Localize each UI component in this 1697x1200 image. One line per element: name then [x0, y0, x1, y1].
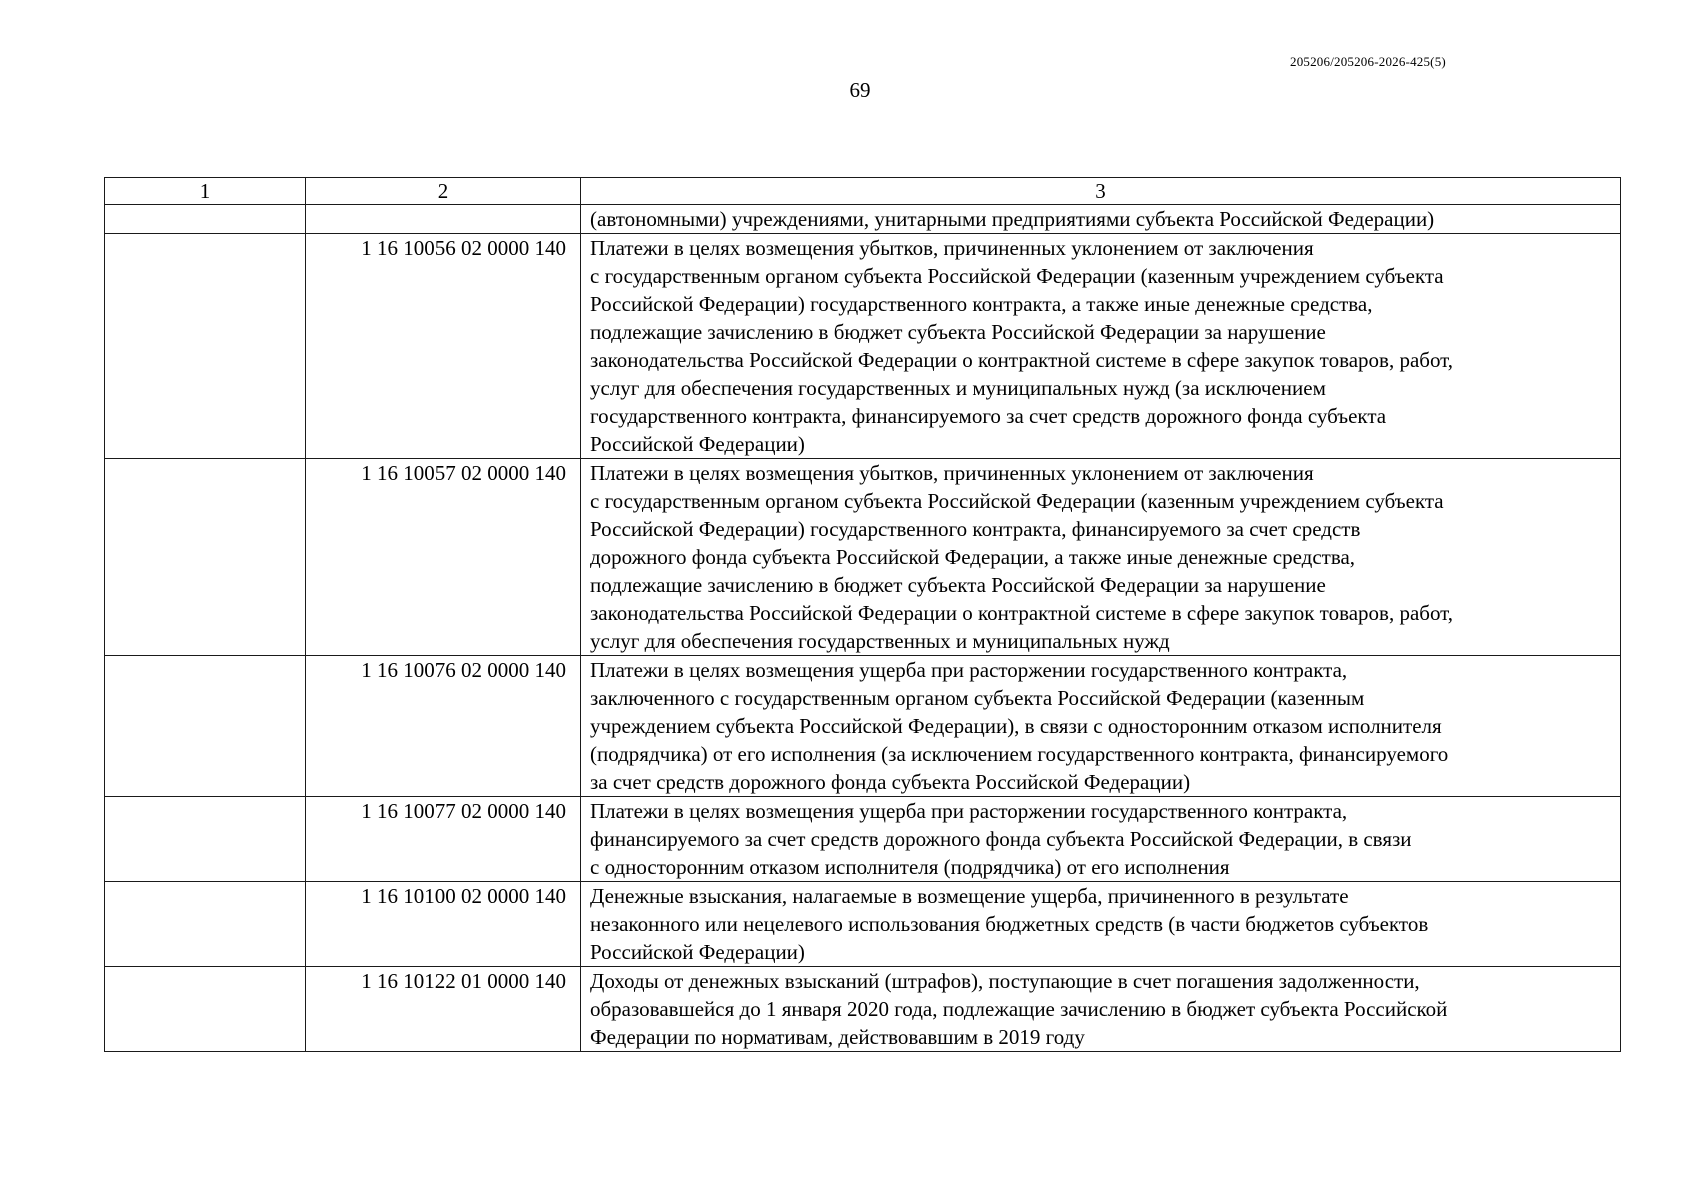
document-id: 205206/205206-2026-425(5) [1290, 54, 1446, 69]
table-row [105, 205, 1621, 234]
description-cell [581, 459, 1621, 656]
row-col1-cell [105, 234, 306, 459]
row-col1-cell [105, 656, 306, 797]
revenue-code-cell: 1 16 10076 02 0000 140 [306, 656, 581, 797]
description-text: Денежные взыскания, налагаемые в возмещение ущерба, причиненного в результате незаконного или нецелевого использования бюджетных средств (в части бюджетов субъектов Российской Федерации) [590, 884, 1429, 964]
table-header-row [105, 178, 1621, 205]
revenue-code-cell [306, 205, 581, 234]
row-col1-cell [105, 882, 306, 967]
page-number: 69 [849, 78, 871, 102]
row-col1-cell [105, 797, 306, 882]
description-cell [581, 234, 1621, 459]
revenue-code-cell: 1 16 10122 01 0000 140 [306, 967, 581, 1052]
table-row [105, 967, 1621, 1052]
row-col1-cell [105, 459, 306, 656]
revenue-code-cell: 1 16 10056 02 0000 140 [306, 234, 581, 459]
description-text: Платежи в целях возмещения ущерба при расторжении государственного контракта, финансируемого за счет средств дорожного фонда субъекта Российской Федерации, в связи с односторонним отказом исполнителя (подрядчика) от его исполнения [590, 799, 1412, 879]
table-row [105, 234, 1621, 459]
description-text: Платежи в целях возмещения ущерба при расторжении государственного контракта, заключенного с государственным органом субъекта Российской Федерации (казенным учреждением субъекта Российской Федерации), в связи с односторонним отказом исполнителя (подрядчика) от его исполнения (за исключением государственного контракта, финансируемого за счет средств дорожного фонда субъекта Российской Федерации) [590, 658, 1449, 794]
description-text: Платежи в целях возмещения убытков, причиненных уклонением от заключения с государственным органом субъекта Российской Федерации (казенным учреждением субъекта Российской Федерации) государственного контракта, а также иные денежные средства, подлежащие зачислению в бюджет субъекта Российской Федерации за нарушение законодательства Российской Федерации о контрактной системе в сфере закупок товаров, работ, услуг для обеспечения государственных и муниципальных нужд (за исключением государственного контракта, финансируемого за счет средств дорожного фонда субъекта Российской Федерации) [590, 236, 1454, 456]
description-text: (автономными) учреждениями, унитарными предприятиями субъекта Российской Федерации) [590, 207, 1435, 231]
row-col1-cell [105, 205, 306, 234]
table-row [105, 882, 1621, 967]
revenue-codes-table [104, 177, 1621, 1052]
description-cell [581, 967, 1621, 1052]
column-header-3: 3 [581, 178, 1621, 205]
row-col1-cell [105, 967, 306, 1052]
column-header-2: 2 [306, 178, 581, 205]
description-cell [581, 797, 1621, 882]
column-header-1: 1 [105, 178, 306, 205]
description-text: Платежи в целях возмещения убытков, причиненных уклонением от заключения с государственным органом субъекта Российской Федерации (казенным учреждением субъекта Российской Федерации) государственного контракта, финансируемого за счет средств дорожного фонда субъекта Российской Федерации, а также иные денежные средства, подлежащие зачислению в бюджет субъекта Российской Федерации за нарушение законодательства Российской Федерации о контрактной системе в сфере закупок товаров, работ, услуг для обеспечения государственных и муниципальных нужд [590, 461, 1454, 653]
table-row [105, 797, 1621, 882]
revenue-code-cell: 1 16 10100 02 0000 140 [306, 882, 581, 967]
description-cell [581, 205, 1621, 234]
revenue-code-cell: 1 16 10077 02 0000 140 [306, 797, 581, 882]
table-row [105, 656, 1621, 797]
revenue-code-cell: 1 16 10057 02 0000 140 [306, 459, 581, 656]
description-cell [581, 882, 1621, 967]
table-row [105, 459, 1621, 656]
description-cell [581, 656, 1621, 797]
description-text: Доходы от денежных взысканий (штрафов), поступающие в счет погашения задолженности, образовавшейся до 1 января 2020 года, подлежащие зачислению в бюджет субъекта Российской Федерации по нормативам, действовавшим в 2019 году [590, 969, 1448, 1049]
